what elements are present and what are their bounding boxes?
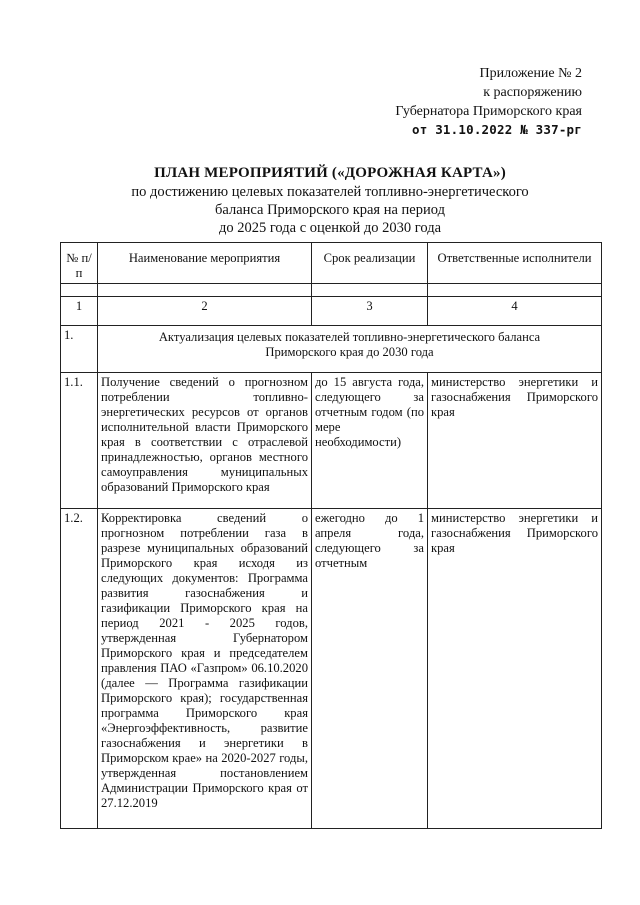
table-row: [61, 373, 602, 509]
appendix-line-2: к распоряжению: [483, 85, 582, 100]
column-number-2: 2: [98, 297, 312, 326]
document-title: [60, 164, 600, 237]
appendix-line-3: Губернатора Приморского края: [395, 104, 582, 119]
appendix-block: [342, 64, 582, 139]
title-line-3: баланса Приморского края на период: [215, 202, 445, 218]
column-numbers-row: [61, 297, 602, 326]
title-main: ПЛАН МЕРОПРИЯТИЙ («ДОРОЖНАЯ КАРТА»): [154, 165, 506, 181]
row-responsible: министерство энергетики и газоснабжения Приморского края: [428, 373, 602, 509]
section-number: 1.: [61, 326, 98, 373]
table-row: [61, 509, 602, 829]
section-title: Актуализация целевых показателей топливно-энергетического баланса Приморского края до 2030 года: [98, 326, 602, 373]
title-line-2: по достижению целевых показателей топливно-энергетического: [131, 184, 529, 200]
header-term: Срок реализации: [312, 243, 428, 284]
section-row: [61, 326, 602, 373]
column-number-4: 4: [428, 297, 602, 326]
row-responsible: министерство энергетики и газоснабжения Приморского края: [428, 509, 602, 829]
header-responsible: Ответственные исполнители: [428, 243, 602, 284]
column-number-1: 1: [61, 297, 98, 326]
header-name: Наименование мероприятия: [98, 243, 312, 284]
row-measure-name: Получение сведений о прогнозном потреблении топливно-энергетических ресурсов от органов исполнительной власти Приморского края в соответствии с отраслевой принадлежностью, органов местного самоуправления муниципальных образований Приморского края: [98, 373, 312, 509]
header-number: № п/п: [61, 243, 98, 284]
title-line-4: до 2025 года с оценкой до 2030 года: [218, 220, 442, 236]
row-term: до 15 августа года, следующего за отчетным годом (по мере необходимости): [312, 373, 428, 509]
plan-table: [60, 242, 602, 829]
row-measure-name: Корректировка сведений о прогнозном потреблении газа в разрезе муниципальных образований Приморского края исходя из следующих документов: Программа развития газоснабжения и газификации Приморского края на период 2021 - 2025 годов, утвержденная Губернатором Приморского края и председателем правления ПАО «Газпром» 06.10.2020 (далее — Программа газификации Приморского края); государственная программа Приморского края «Энергоэффективность, развитие газоснабжения и энергетики в Приморском крае» на 2020-2027 годы, утвержденная постановлением Администрации Приморского края от 27.12.2019: [98, 509, 312, 829]
column-number-3: 3: [312, 297, 428, 326]
row-number: 1.1.: [61, 373, 98, 509]
table-header-row: [61, 243, 602, 284]
appendix-line-1: Приложение № 2: [479, 66, 582, 81]
table-gap-row: [61, 284, 602, 297]
row-term: ежегодно до 1 апреля года, следующего за отчетным: [312, 509, 428, 829]
row-number: 1.2.: [61, 509, 98, 829]
order-number-stamp: от 31.10.2022 № 337-рг: [412, 122, 582, 137]
